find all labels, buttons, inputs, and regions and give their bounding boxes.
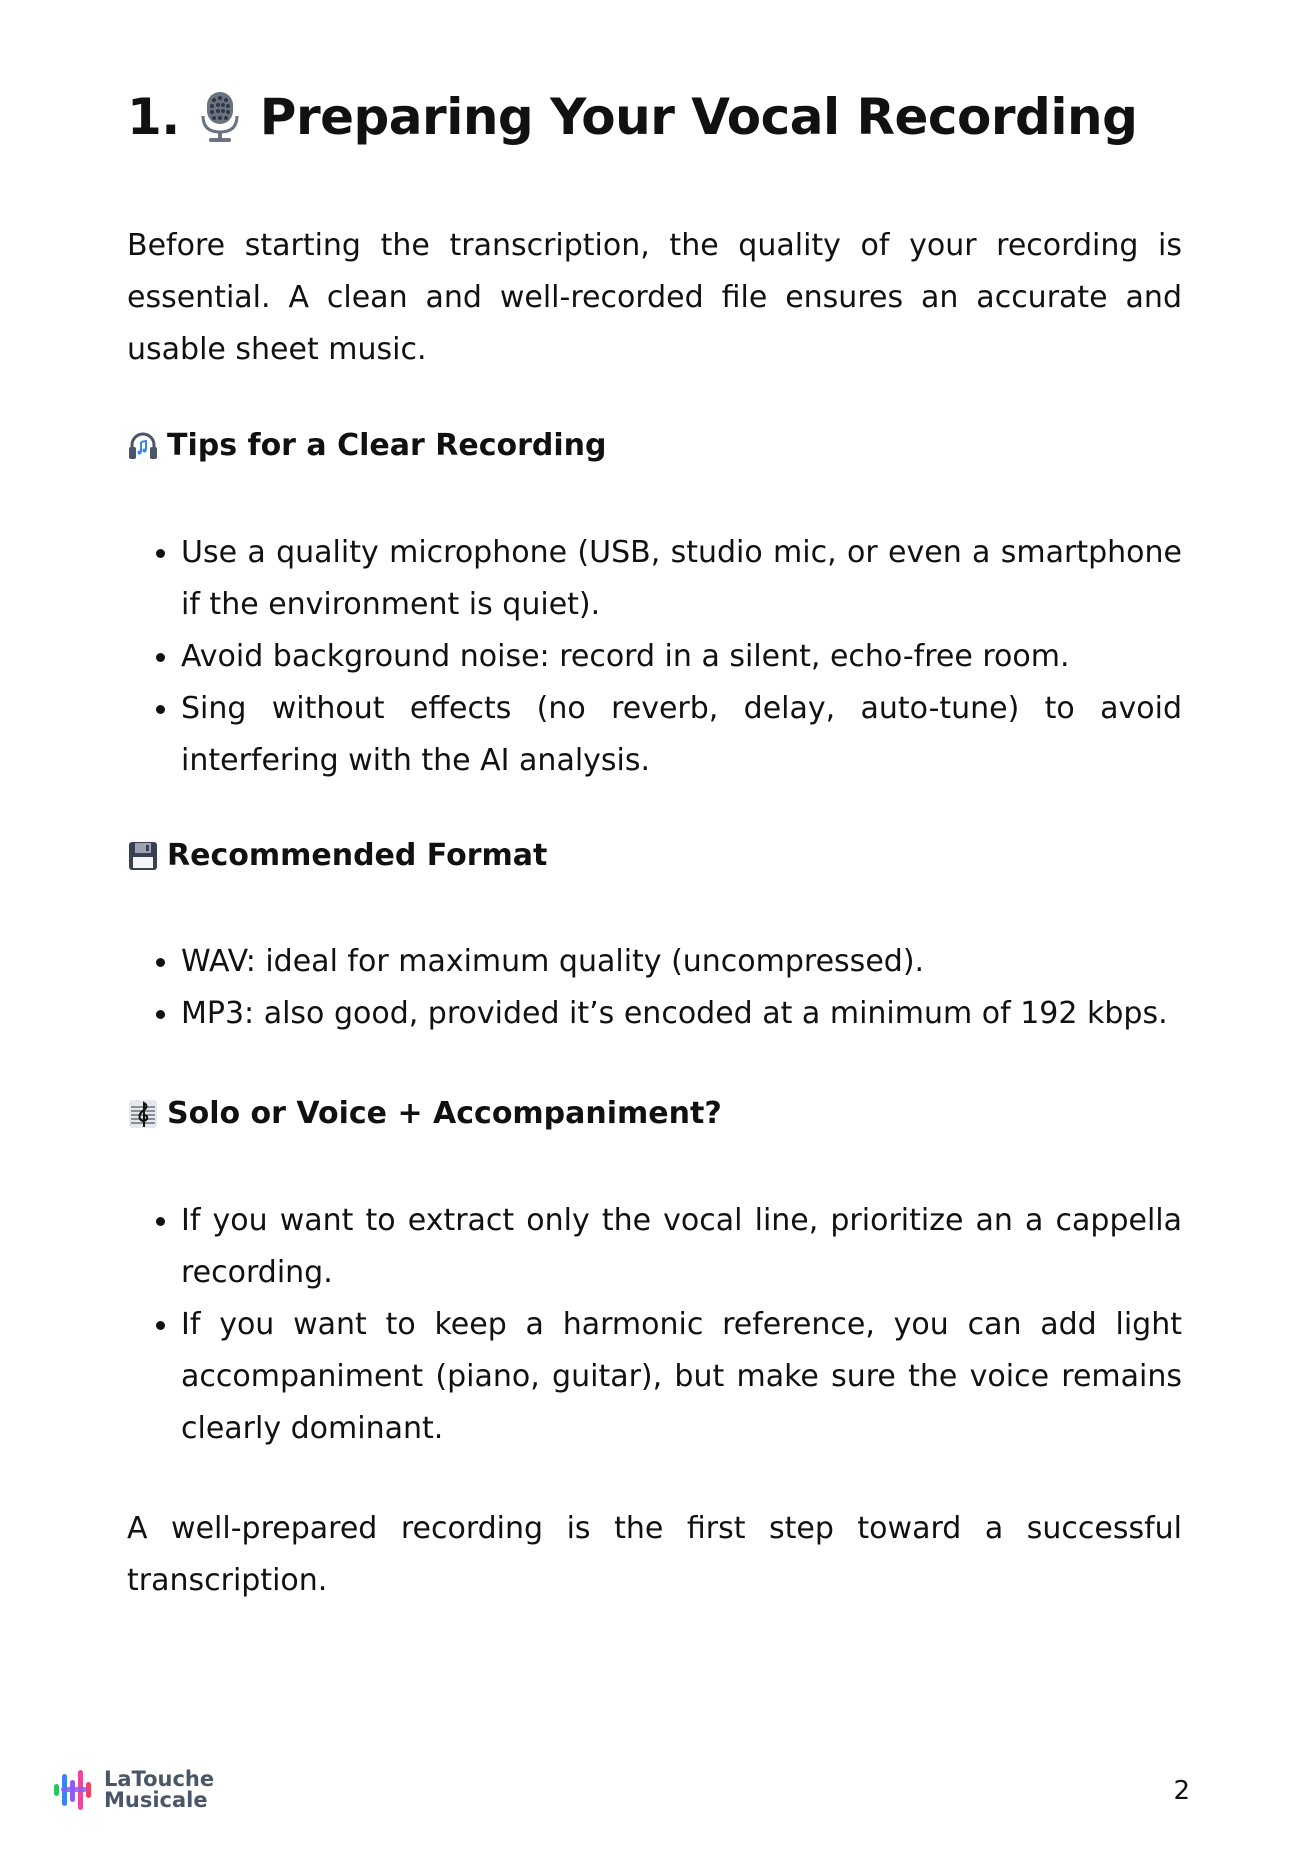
intro-paragraph: Before starting the transcription, the quality of your recording is essential. A clean and well-recorded file ensures an accurate and usable sheet music. bbox=[127, 228, 1182, 367]
list-item: MP3: also good, provided it’s encoded at a minimum of 192 kbps. bbox=[127, 988, 1182, 1040]
section-heading-text: Tips for a Clear Recording bbox=[167, 428, 607, 463]
list-item: Sing without effects (no reverb, delay, auto-tune) to avoid interfering with the AI analysis. bbox=[127, 683, 1182, 787]
list-item: If you want to extract only the vocal line, prioritize an a cappella recording. bbox=[127, 1195, 1182, 1299]
list-item: Use a quality microphone (USB, studio mic, or even a smartphone if the environment is quiet). bbox=[127, 527, 1182, 631]
list-item: Avoid background noise: record in a silent, echo-free room. bbox=[127, 631, 1182, 683]
list-item: If you want to keep a harmonic reference, you can add light accompaniment (piano, guitar), but make sure the voice remains clearly dominant. bbox=[127, 1299, 1182, 1455]
brand-name-line1: LaTouche bbox=[104, 1767, 215, 1791]
list-item: WAV: ideal for maximum quality (uncompressed). bbox=[127, 936, 1182, 988]
section-heading-text: Recommended Format bbox=[167, 838, 548, 873]
brand-name-line2: Musicale bbox=[104, 1788, 208, 1812]
section-heading-solo bbox=[127, 1096, 722, 1131]
floppy-disk-icon bbox=[127, 840, 159, 872]
waveform-logo-icon bbox=[52, 1768, 94, 1812]
section-number: 1. bbox=[127, 88, 180, 146]
tips-list bbox=[127, 527, 1182, 787]
page-number: 2 bbox=[1173, 1776, 1190, 1806]
solo-list bbox=[127, 1195, 1182, 1455]
brand-logo bbox=[52, 1768, 214, 1812]
section-heading-format bbox=[127, 838, 547, 873]
section-heading-text: Solo or Voice + Accompaniment? bbox=[167, 1096, 722, 1131]
conclusion-paragraph: A well-prepared recording is the first step toward a successful transcription. bbox=[127, 1511, 1182, 1598]
section-heading-tips bbox=[127, 428, 606, 463]
microphone-icon bbox=[198, 90, 242, 144]
headphones-icon bbox=[127, 430, 159, 462]
page-title bbox=[127, 88, 1137, 146]
page-title-text: Preparing Your Vocal Recording bbox=[259, 88, 1138, 146]
musical-score-icon bbox=[127, 1098, 159, 1130]
format-list bbox=[127, 936, 1182, 1040]
